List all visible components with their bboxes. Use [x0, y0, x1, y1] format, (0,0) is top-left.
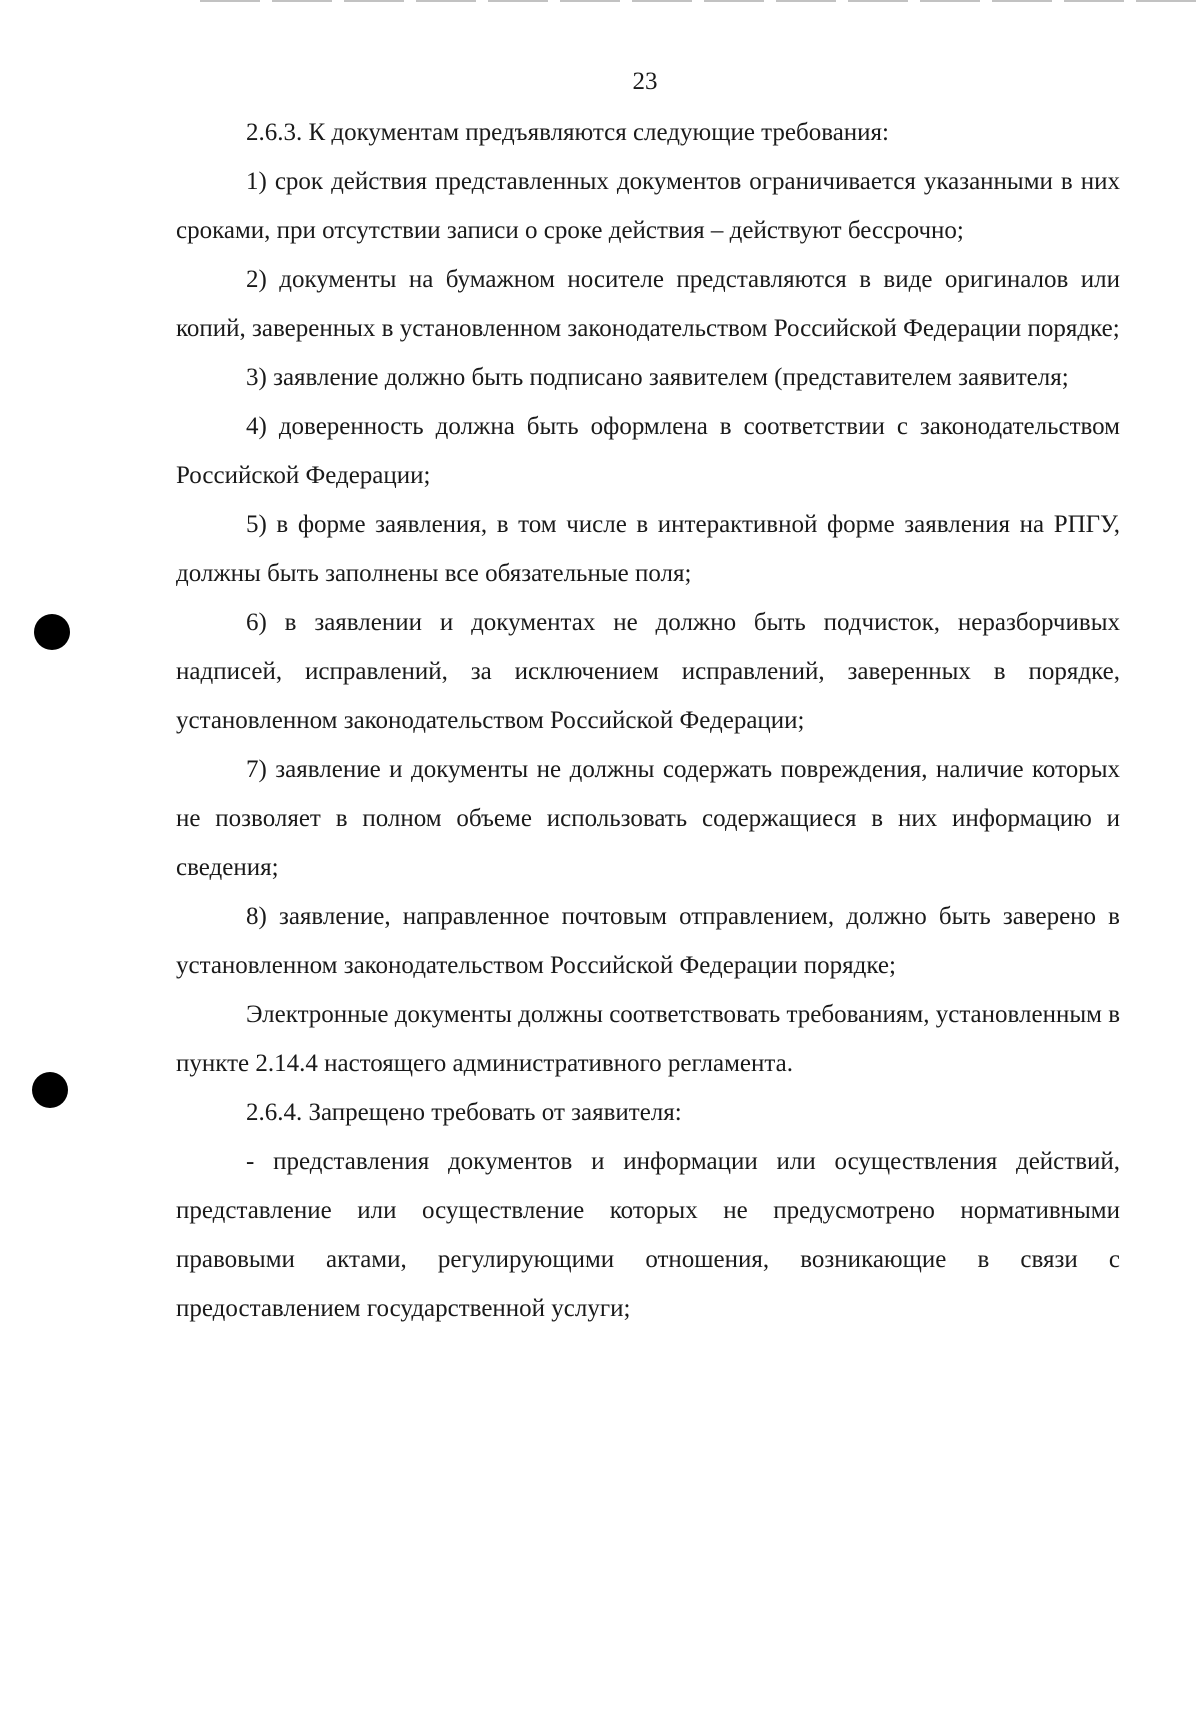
punch-hole-mark [32, 1072, 68, 1108]
top-edge-rule [200, 0, 1200, 2]
paragraph-item-5: 5) в форме заявления, в том числе в интерактивной форме заявления на РПГУ, должны быть заполнены все обязательные поля; [176, 511, 1120, 587]
paragraph-item-6: 6) в заявлении и документах не должно быть подчисток, неразборчивых надписей, исправлений, за исключением исправлений, заверенных в порядке, установленном законодательством Российской Федерации; [176, 609, 1120, 734]
page-number: 23 [632, 68, 658, 95]
paragraph-item-4: 4) доверенность должна быть оформлена в соответствии с законодательством Российской Федерации; [176, 413, 1120, 489]
paragraph-item-3: 3) заявление должно быть подписано заявителем (представителем заявителя; [246, 364, 1069, 391]
paragraph-section-2-6-3: 2.6.3. К документам предъявляются следующие требования: [246, 119, 889, 146]
paragraph-item-7: 7) заявление и документы не должны содержать повреждения, наличие которых не позволяет в полном объеме использовать содержащиеся в них информацию и сведения; [176, 756, 1120, 881]
paragraph-item-8: 8) заявление, направленное почтовым отправлением, должно быть заверено в установленном законодательством Российской Федерации порядке; [176, 903, 1120, 979]
paragraph-prohibition-item: - представления документов и информации или осуществления действий, представление или осуществление которых не предусмотрено нормативными правовыми актами, регулирующими отношения, возникающие в связи с предоставлением государственной услуги; [176, 1148, 1120, 1322]
document-body [176, 108, 1120, 1333]
paragraph-item-1: 1) срок действия представленных документов ограничивается указанными в них сроками, при отсутствии записи о сроке действия – действуют бессрочно; [176, 168, 1120, 244]
punch-hole-mark [34, 614, 70, 650]
paragraph-section-2-6-4: 2.6.4. Запрещено требовать от заявителя: [246, 1099, 682, 1126]
paragraph-item-2: 2) документы на бумажном носителе представляются в виде оригиналов или копий, заверенных в установленном законодательством Российской Федерации порядке; [176, 266, 1120, 342]
paragraph-electronic-documents: Электронные документы должны соответствовать требованиям, установленным в пункте 2.14.4 настоящего административного регламента. [176, 1001, 1121, 1077]
